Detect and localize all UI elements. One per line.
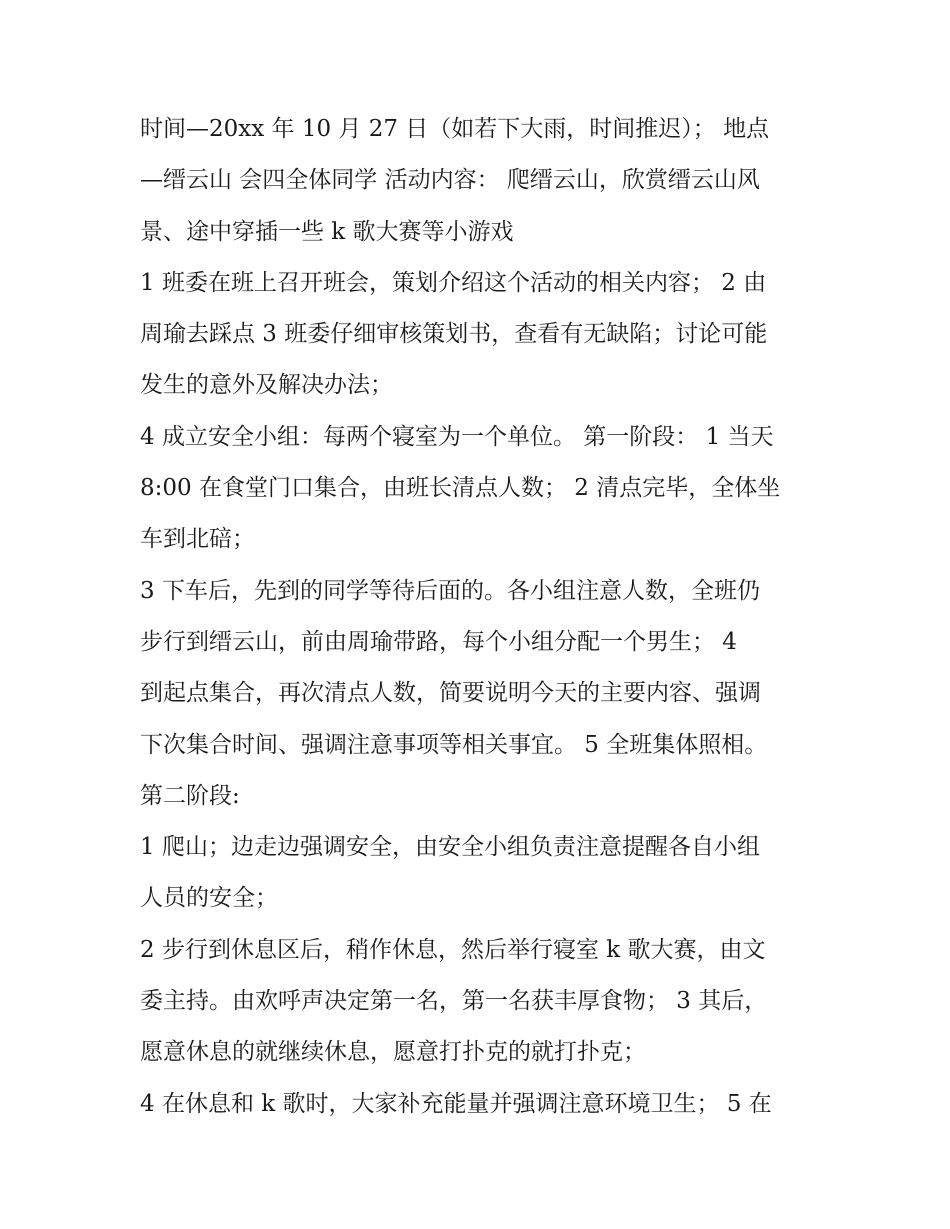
text-line: 到起点集合，再次清点人数，简要说明今天的主要内容、强调 — [140, 680, 761, 707]
section-heading: 第二阶段: — [140, 782, 240, 809]
text-line: 车到北碚； — [140, 526, 255, 553]
text-line: 4 成立安全小组：每两个寝室为一个单位。 第一阶段： 1 当天 — [140, 423, 774, 450]
text-line: 周瑜去踩点 3 班委仔细审核策划书，查看有无缺陷；讨论可能 — [140, 321, 768, 348]
text-line: 3 下车后，先到的同学等待后面的。各小组注意人数，全班仍 — [140, 577, 760, 604]
text-line: 步行到缙云山，前由周瑜带路，每个小组分配一个男生； 4 — [140, 628, 737, 655]
text-line: 下次集合时间、强调注意事项等相关事宜。 5 全班集体照相。 — [140, 731, 768, 758]
document-body — [140, 104, 820, 1130]
text-line: 1 班委在班上召开班会，策划介绍这个活动的相关内容； 2 由 — [140, 269, 767, 296]
text-line: 1 爬山；边走边强调安全，由安全小组负责注意提醒各自小组 — [140, 834, 760, 861]
text-line: 8:00 在食堂门口集合，由班长清点人数； 2 清点完毕，全体坐 — [140, 475, 781, 502]
text-line: 4 在休息和 k 歌时，大家补充能量并强调注意环境卫生； 5 在 — [140, 1090, 772, 1117]
text-line: 2 步行到休息区后，稍作休息，然后举行寝室 k 歌大赛，由文 — [140, 936, 766, 963]
text-line: 时间—20xx 年 10 月 27 日（如若下大雨，时间推迟）； 地点 — [140, 116, 770, 142]
text-line: 人员的安全； — [140, 885, 278, 912]
text-line: 景、途中穿插一些 k 歌大赛等小游戏 — [140, 218, 514, 245]
text-line: —缙云山 会四全体同学 活动内容： 爬缙云山，欣赏缙云山风 — [140, 167, 760, 194]
text-line: 委主持。由欢呼声决定第一名，第一名获丰厚食物； 3 其后， — [140, 988, 768, 1015]
text-line: 愿意休息的就继续休息，愿意打扑克的就打扑克； — [140, 1039, 646, 1066]
text-line: 发生的意外及解决办法； — [140, 372, 393, 399]
